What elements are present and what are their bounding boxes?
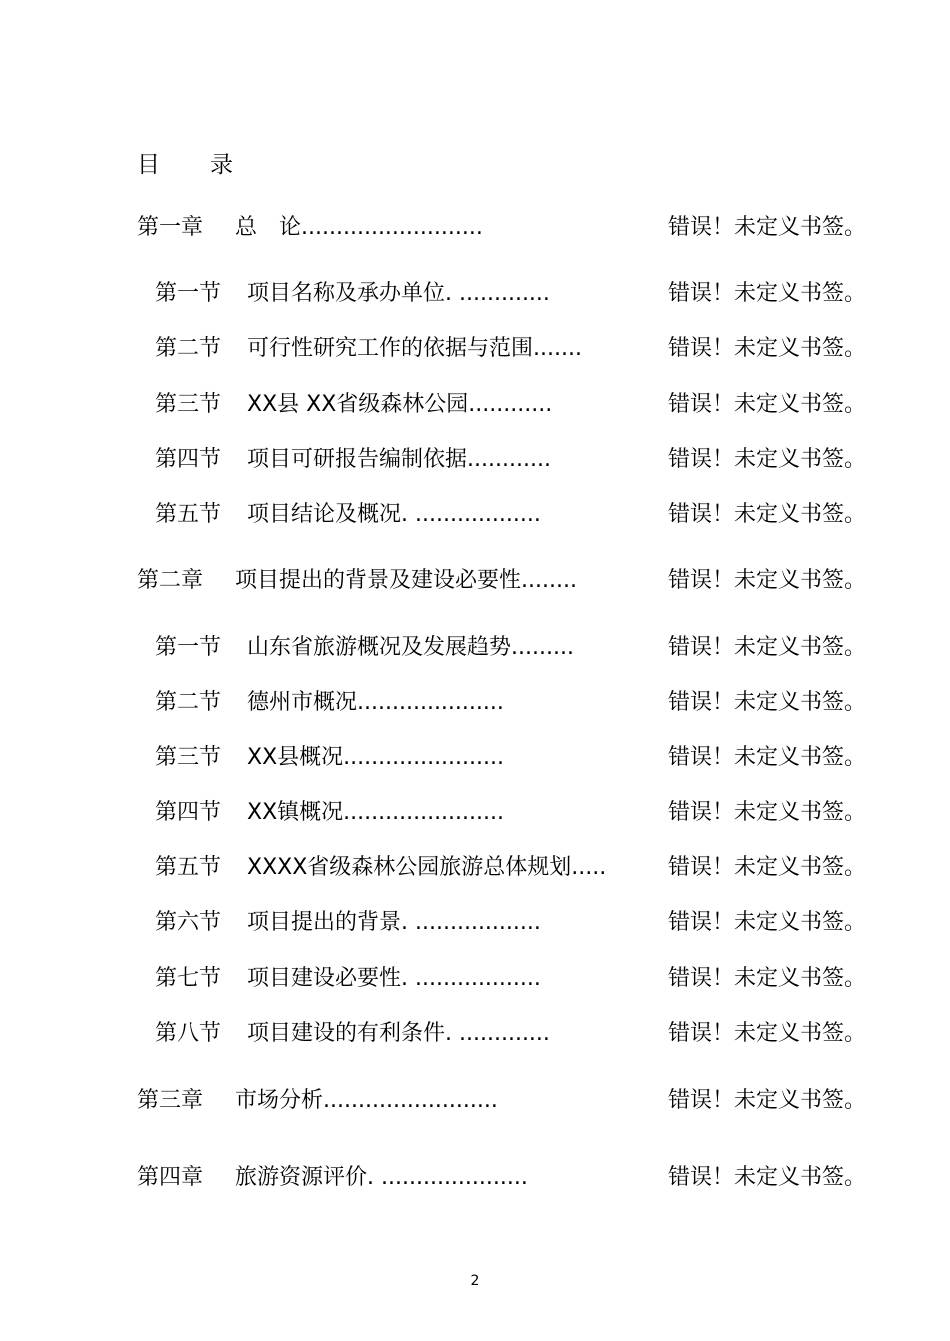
entry-number: 第二节 — [155, 690, 222, 715]
entry-leader: . ............. — [445, 281, 550, 306]
entry-leader: . .................. — [401, 502, 541, 527]
entry-number: 第六节 — [155, 910, 222, 935]
entry-title: 市场分析 — [235, 1088, 324, 1113]
entry-number: 第一节 — [155, 281, 222, 306]
entry-leader: ..... — [571, 855, 607, 880]
toc-title — [137, 146, 233, 179]
entry-title: 山东省旅游概况及发展趋势 — [247, 635, 512, 660]
entry-leader: ............ — [468, 392, 553, 417]
entry-page-ref: 错误！未定义书签。 — [668, 690, 867, 715]
toc-entry-section[interactable] — [155, 390, 552, 420]
entry-number: 第四章 — [137, 1165, 204, 1190]
entry-title: 可行性研究工作的依据与范围 — [247, 336, 534, 361]
toc-entry-section[interactable] — [155, 688, 504, 718]
entry-number: 第五节 — [155, 502, 222, 527]
entry-number: 第八节 — [155, 1021, 222, 1046]
entry-number: 第四节 — [155, 447, 222, 472]
entry-title: XXXX省级森林公园旅游总体规划 — [247, 855, 572, 880]
entry-title: 项目可研报告编制依据 — [247, 447, 468, 472]
toc-entry-section[interactable] — [155, 445, 551, 475]
entry-number: 第一节 — [155, 635, 222, 660]
entry-page-ref: 错误！未定义书签。 — [668, 392, 867, 417]
entry-page-ref: 错误！未定义书签。 — [668, 1088, 867, 1113]
entry-leader: ....................... — [343, 800, 504, 825]
entry-title: 旅游资源评价 — [235, 1165, 368, 1190]
toc-entry-section[interactable] — [155, 853, 606, 883]
toc-entry-section[interactable] — [155, 743, 504, 773]
entry-number: 第七节 — [155, 966, 222, 991]
entry-page-ref: 错误！未定义书签。 — [668, 1165, 867, 1190]
entry-page-ref: 错误！未定义书签。 — [668, 502, 867, 527]
entry-number: 第二章 — [137, 568, 204, 593]
entry-title: 项目提出的背景及建设必要性 — [235, 568, 522, 593]
entry-page-ref: 错误！未定义书签。 — [668, 635, 867, 660]
entry-page-ref: 错误！未定义书签。 — [668, 966, 867, 991]
entry-leader: . .................. — [401, 966, 541, 991]
toc-entry-section[interactable] — [155, 500, 541, 530]
toc-entry-section[interactable] — [155, 633, 574, 663]
entry-number: 第三节 — [155, 745, 222, 770]
entry-leader: ..................... — [357, 690, 504, 715]
entry-number: 第二节 — [155, 336, 222, 361]
entry-leader: . ............. — [445, 1021, 550, 1046]
entry-leader: .......................... — [301, 215, 483, 240]
toc-entry-chapter[interactable] — [137, 1086, 498, 1116]
toc-entry-section[interactable] — [155, 964, 541, 994]
entry-leader: ......... — [511, 635, 574, 660]
entry-page-ref: 错误！未定义书签。 — [668, 447, 867, 472]
toc-entry-section[interactable] — [155, 334, 582, 364]
toc-entry-chapter[interactable] — [137, 213, 483, 243]
toc-entry-section[interactable] — [155, 1019, 550, 1049]
entry-title: 德州市概况 — [247, 690, 358, 715]
entry-page-ref: 错误！未定义书签。 — [668, 215, 867, 240]
entry-page-ref: 错误！未定义书签。 — [668, 800, 867, 825]
entry-number: 第一章 — [137, 215, 204, 240]
entry-page-ref: 错误！未定义书签。 — [668, 910, 867, 935]
entry-title: 项目提出的背景 — [247, 910, 402, 935]
entry-leader: ....... — [533, 336, 582, 361]
entry-title: 项目结论及概况 — [247, 502, 402, 527]
page-number: 2 — [470, 1273, 480, 1289]
entry-title: XX镇概况 — [247, 800, 344, 825]
entry-leader: ............ — [467, 447, 551, 472]
toc-entry-chapter[interactable] — [137, 566, 577, 596]
entry-title: XX县 XX省级森林公园 — [247, 392, 469, 417]
entry-number: 第四节 — [155, 800, 222, 825]
entry-leader: . ..................... — [367, 1165, 528, 1190]
toc-title-char-2: 录 — [210, 152, 233, 178]
entry-leader: ......................... — [323, 1088, 498, 1113]
toc-title-char-1: 目 — [137, 152, 160, 178]
entry-number: 第三节 — [155, 392, 222, 417]
entry-page-ref: 错误！未定义书签。 — [668, 568, 867, 593]
entry-page-ref: 错误！未定义书签。 — [668, 281, 867, 306]
entry-page-ref: 错误！未定义书签。 — [668, 855, 867, 880]
entry-title: 项目名称及承办单位 — [247, 281, 446, 306]
entry-leader: ........ — [521, 568, 577, 593]
entry-number: 第五节 — [155, 855, 222, 880]
entry-leader: ....................... — [343, 745, 504, 770]
entry-number: 第三章 — [137, 1088, 204, 1113]
entry-page-ref: 错误！未定义书签。 — [668, 1021, 867, 1046]
entry-title: 项目建设的有利条件 — [247, 1021, 446, 1046]
toc-entry-section[interactable] — [155, 798, 504, 828]
entry-title: XX县概况 — [247, 745, 344, 770]
entry-leader: . .................. — [401, 910, 541, 935]
entry-page-ref: 错误！未定义书签。 — [668, 336, 867, 361]
entry-title: 总 论 — [235, 215, 302, 240]
entry-page-ref: 错误！未定义书签。 — [668, 745, 867, 770]
entry-title: 项目建设必要性 — [247, 966, 402, 991]
toc-entry-section[interactable] — [155, 279, 550, 309]
toc-entry-chapter[interactable] — [137, 1163, 528, 1193]
toc-entry-section[interactable] — [155, 908, 541, 938]
